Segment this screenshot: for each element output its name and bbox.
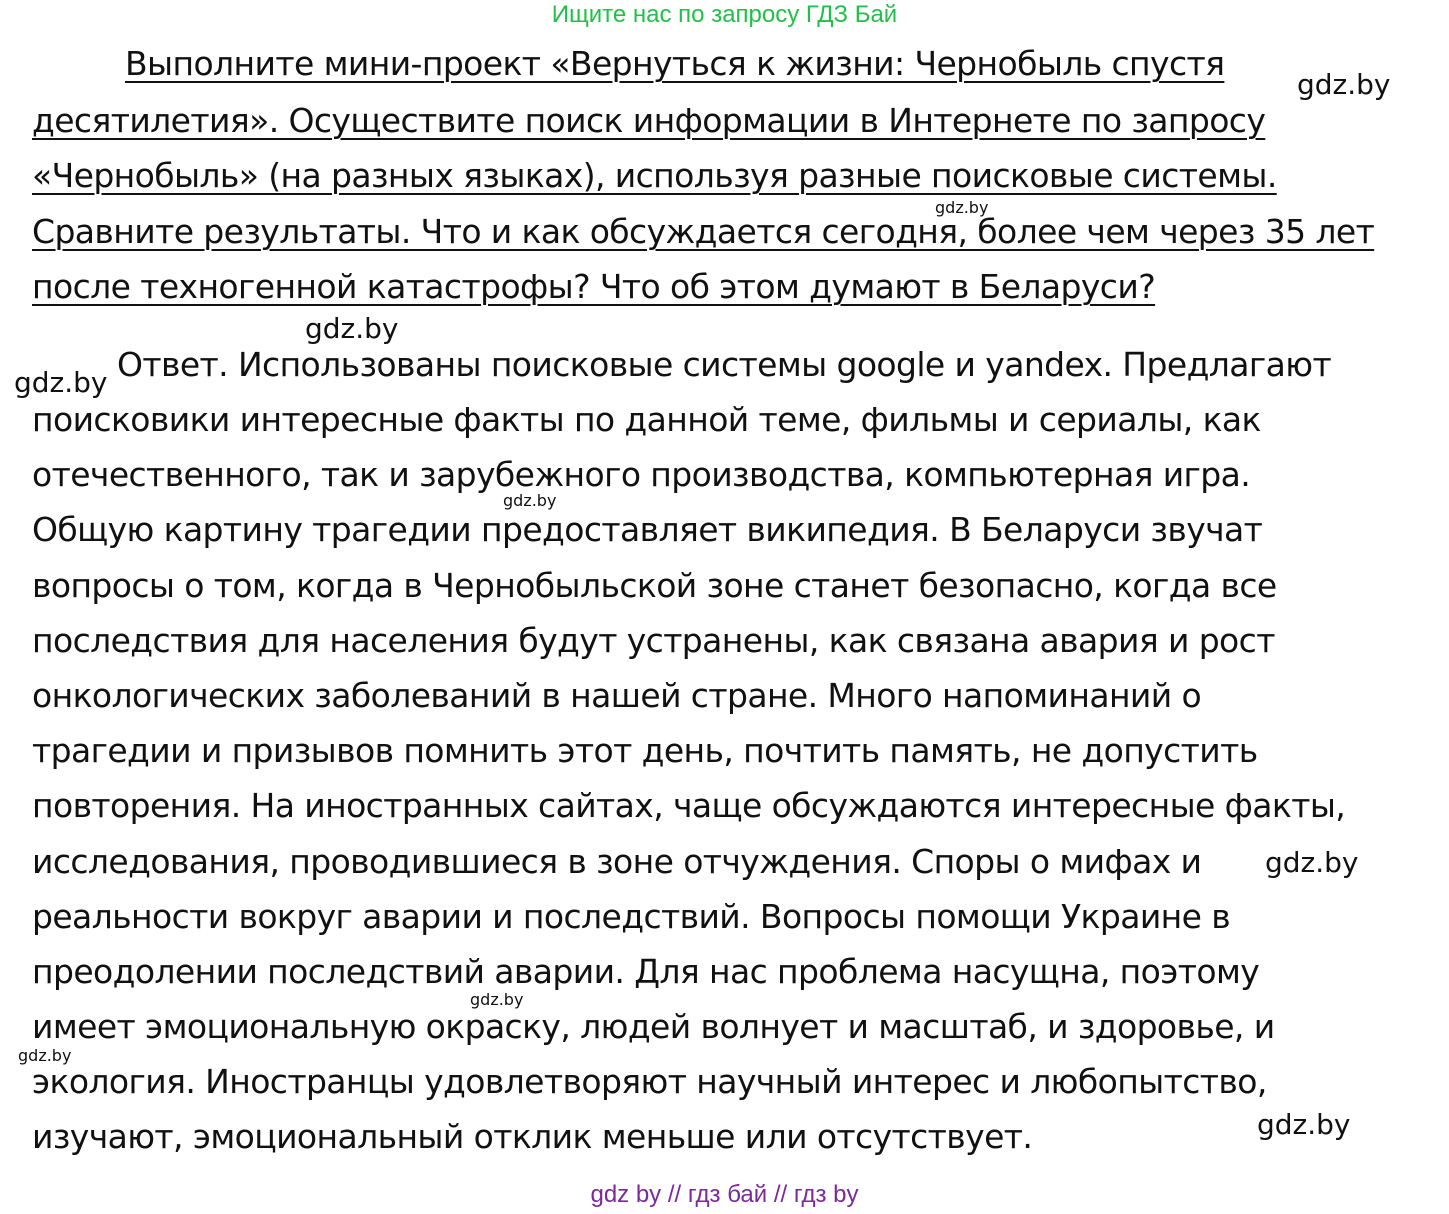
- answer-line: последствия для населения будут устранены, как связана авария и рост: [32, 621, 1275, 660]
- task-line: десятилетия». Осуществите поиск информации в Интернете по запросу: [32, 101, 1266, 140]
- watermark: gdz.by: [14, 366, 108, 399]
- answer-line: Ответ. Использованы поисковые системы google и yandex. Предлагают: [117, 345, 1332, 384]
- answer-line: поисковики интересные факты по данной теме, фильмы и сериалы, как: [32, 400, 1261, 439]
- watermark: gdz.by: [1257, 1108, 1351, 1141]
- task-line: после техногенной катастрофы? Что об этом думают в Беларуси?: [32, 267, 1156, 306]
- watermark: gdz.by: [18, 1046, 72, 1065]
- watermark: gdz.by: [470, 990, 524, 1009]
- task-line: Сравните результаты. Что и как обсуждается сегодня, более чем через 35 лет: [32, 212, 1375, 251]
- footer-banner[interactable]: gdz by // гдз бай // гдз by: [590, 1181, 859, 1208]
- answer-line: имеет эмоциональную окраску, людей волнует и масштаб, и здоровье, и: [32, 1007, 1275, 1046]
- answer-line: исследования, проводившиеся в зоне отчуждения. Споры о мифах и: [32, 842, 1202, 881]
- answer-line: изучают, эмоциональный отклик меньше или отсутствует.: [32, 1117, 1033, 1156]
- answer-line: отечественного, так и зарубежного производства, компьютерная игра.: [32, 455, 1251, 494]
- header-banner[interactable]: Ищите нас по запросу ГДЗ Бай: [551, 1, 898, 28]
- task-line: Выполните мини-проект «Вернуться к жизни: Чернобыль спустя: [125, 44, 1225, 83]
- answer-line: преодолении последствий аварии. Для нас проблема насущна, поэтому: [32, 952, 1260, 991]
- answer-line: вопросы о том, когда в Чернобыльской зоне станет безопасно, когда все: [32, 566, 1277, 605]
- answer-line: Общую картину трагедии предоставляет википедия. В Беларуси звучат: [32, 510, 1263, 549]
- watermark: gdz.by: [1297, 68, 1391, 101]
- answer-line: экология. Иностранцы удовлетворяют научный интерес и любопытство,: [32, 1062, 1267, 1101]
- task-line: «Чернобыль» (на разных языках), используя разные поисковые системы.: [32, 156, 1277, 195]
- answer-line: онкологических заболеваний в нашей стране. Много напоминаний о: [32, 676, 1202, 715]
- watermark: gdz.by: [935, 198, 989, 217]
- watermark: gdz.by: [1265, 846, 1359, 879]
- answer-line: повторения. На иностранных сайтах, чаще обсуждаются интересные факты,: [32, 786, 1346, 825]
- watermark: gdz.by: [305, 312, 399, 345]
- answer-line: трагедии и призывов помнить этот день, почтить память, не допустить: [32, 731, 1258, 770]
- watermark: gdz.by: [503, 491, 557, 510]
- answer-line: реальности вокруг аварии и последствий. Вопросы помощи Украине в: [32, 897, 1231, 936]
